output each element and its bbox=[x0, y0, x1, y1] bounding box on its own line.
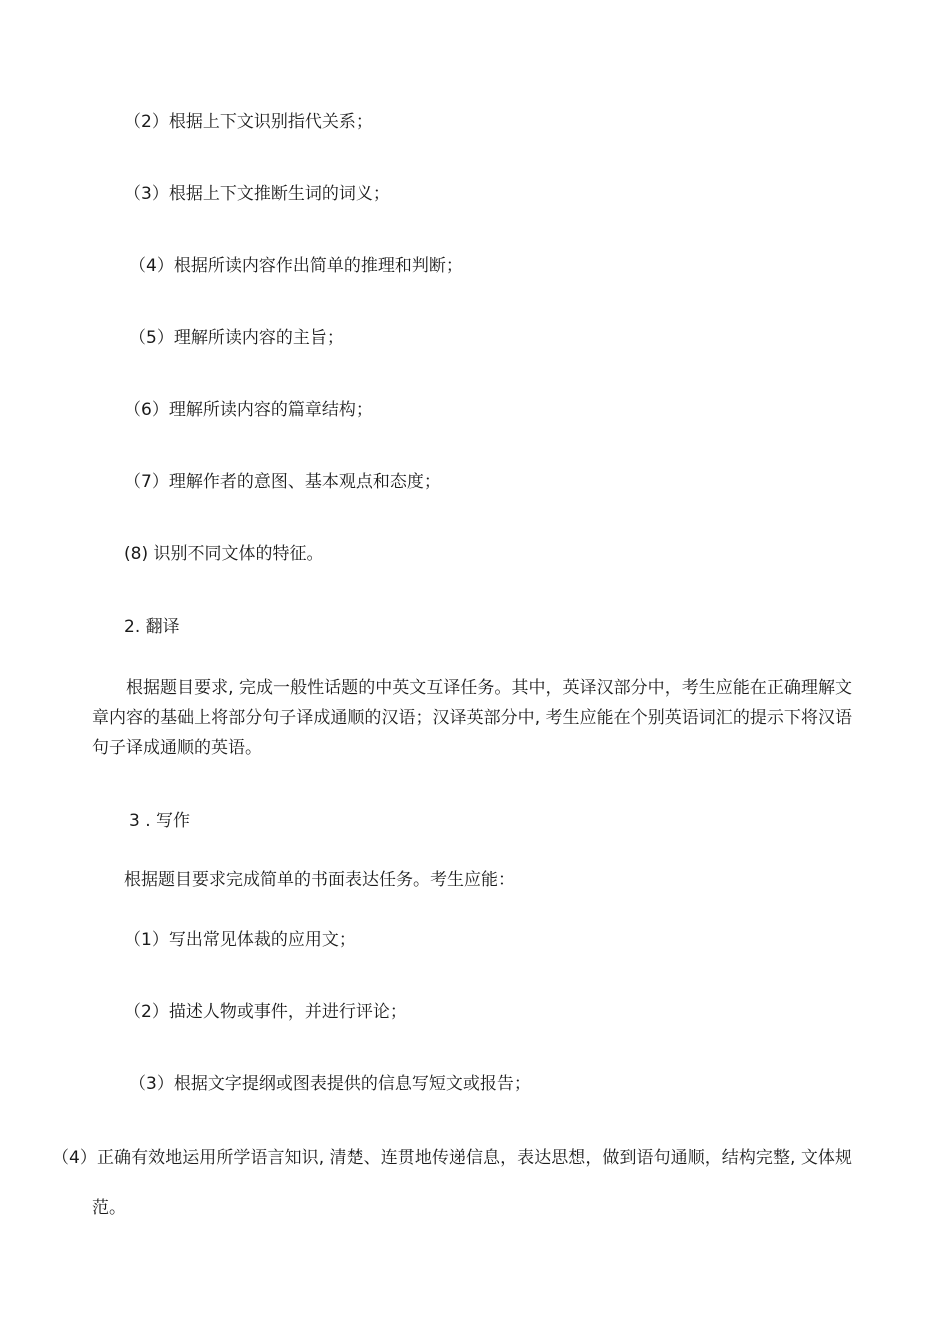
reading-item-5: （5）理解所读内容的主旨； bbox=[129, 328, 344, 348]
translation-paragraph: 根据题目要求, 完成一般性话题的中英文互译任务。其中，英译汉部分中，考生应能在正确理解文章内容的基础上将部分句子译成通顺的汉语；汉译英部分中, 考生应能在个别英语词汇的提示下将汉语句子译成通顺的英语。 bbox=[92, 678, 852, 758]
reading-item-4: （4）根据所读内容作出简单的推理和判断； bbox=[129, 256, 463, 276]
reading-item-2: （2）根据上下文识别指代关系； bbox=[124, 112, 373, 132]
section-heading-translation: 2. 翻译 bbox=[124, 617, 180, 637]
writing-item-4: （4）正确有效地运用所学语言知识, 清楚、连贯地传递信息，表达思想，做到语句通顺，结构完整, 文体规范。 bbox=[52, 1148, 852, 1218]
section-heading-writing: 3 . 写作 bbox=[129, 811, 191, 831]
writing-item-3: （3）根据文字提纲或图表提供的信息写短文或报告； bbox=[129, 1074, 531, 1094]
writing-item-2: （2）描述人物或事件，并进行评论； bbox=[124, 1002, 407, 1022]
reading-item-6: （6）理解所读内容的篇章结构； bbox=[124, 400, 373, 420]
writing-intro: 根据题目要求完成简单的书面表达任务。考生应能： bbox=[124, 870, 515, 890]
reading-item-7: （7）理解作者的意图、基本观点和态度； bbox=[124, 472, 441, 492]
reading-item-8: (8) 识别不同文体的特征。 bbox=[124, 544, 324, 564]
writing-item-1: （1）写出常见体裁的应用文； bbox=[124, 930, 356, 950]
reading-item-3: （3）根据上下文推断生词的词义； bbox=[124, 184, 390, 204]
